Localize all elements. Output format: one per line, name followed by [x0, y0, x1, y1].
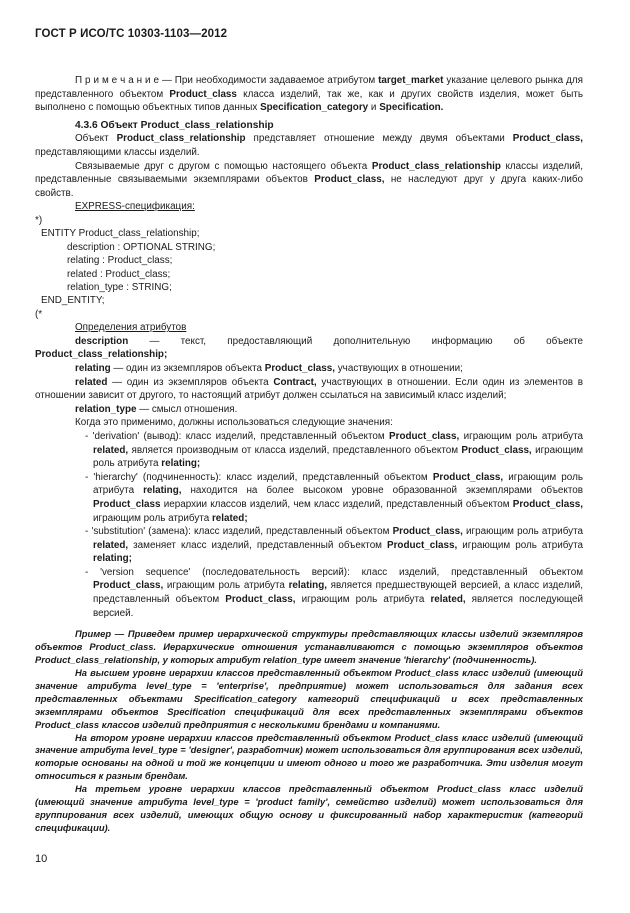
list-item: - 'hierarchy' (подчиненность): класс изделий, представленный объектом Product_class, играющим роль атрибута relating, находится на более высоком уровне образованной экземплярами объектов Product_class иерархии классов изделий, чем класс изделий, представленный объектом Product_class, играющим роль атрибута related; — [35, 471, 583, 525]
express-label: EXPRESS-спецификация: — [75, 201, 195, 213]
attr-related: related — один из экземпляров объекта Contract, участвующих в отношении. Если один из элементов в отношении зависит от другого, то настоящий атрибут должен ссылаться на зависимый класс изделий; — [35, 376, 584, 402]
values-list — [35, 430, 583, 620]
page-body — [35, 74, 583, 835]
section-paragraph-2: Связываемые друг с другом с помощью настоящего объекта Product_class_relationship классы изделий, представленные связываемыми экземплярами объектов Product_class, не наследуют друг у друга каких-либо свойств. — [35, 160, 584, 199]
section-heading: 4.3.6 Объект Product_class_relationship — [75, 119, 274, 131]
note-label: П р и м е ч а н и е — [75, 75, 160, 86]
code-line: (* — [35, 308, 43, 320]
example-paragraph: На третьем уровне иерархии классов представленный объектом Product_class класс изделий (имеющий значение атрибута level_type = 'product family', семейство изделий) может использоваться для группирования всех изделий, имеющих общую основу и фиксированный набор характеристик (категорий спецификации). — [35, 783, 583, 833]
section-paragraph-1: Объект Product_class_relationship представляет отношение между двумя объектами Product_class, представляющими классы изделий. — [35, 133, 583, 158]
attr-relation-type: relation_type — смысл отношения. — [75, 403, 238, 415]
document-header: ГОСТ Р ИСО/ТС 10303-1103—2012 — [35, 28, 228, 40]
code-line: description : OPTIONAL STRING; — [67, 241, 216, 253]
page-number: 10 — [35, 853, 48, 865]
code-line: relating : Product_class; — [67, 255, 173, 267]
example-paragraph: На втором уровне иерархии классов представленный объектом Product_class класс изделий (имеющий значение атрибута level_type = 'designer', разработчик) может использоваться для группирования всех изделий, которые основаны на одной и той же концепции и имеют одного и того же разработчика. Эти изделия могут относиться к разным брендам. — [35, 731, 583, 782]
example-block — [35, 628, 583, 835]
note-paragraph: П р и м е ч а н и е — При необходимости задаваемое атрибутом target_market указание целевого рынка для представленного объектом Product_class класса изделий, так же, как и других свойств изделия, может быть выполнено с помощью объектных типов данных Specification_category и Specification. — [35, 75, 583, 114]
code-line: ENTITY Product_class_relationship; — [41, 228, 200, 240]
list-item: - 'substitution' (замена): класс изделий, представленный объектом Product_class, играющим роль атрибута related, заменяет класс изделий, представленный объектом Product_class, играющим роль атрибута relating; — [35, 525, 583, 566]
attributes-label: Определения атрибутов — [75, 322, 187, 334]
example-paragraph: На высшем уровне иерархии классов представленный объектом Product_class класс изделий (имеющий значение атрибута level_type = 'enterprise', предприятие) может использоваться для задания всех представленных объектами Specification_category категорий спецификаций и всех представленных экземплярами объектов Specification спецификаций для всех представленных экземплярами объектов Product_class классов изделий предприятия с несколькими брендами и компаниями. — [35, 666, 583, 730]
code-line: END_ENTITY; — [41, 295, 105, 307]
values-intro: Когда это применимо, должны использоваться следующие значения: — [75, 417, 393, 429]
attr-relating: relating — один из экземпляров объекта Product_class, участвующих в отношении; — [75, 362, 463, 374]
list-item: - 'derivation' (вывод): класс изделий, представленный объектом Product_class, играющим роль атрибута related, является производным от класса изделий, представленного объектом Product_class, играющим роль атрибута relating; — [35, 430, 583, 471]
code-line: related : Product_class; — [67, 268, 171, 280]
express-code-block — [35, 214, 583, 321]
example-paragraph: Пример — Приведем пример иерархической структуры представляющих классы изделий экземпляров объектов Product_class. Иерархические отношения устанавливаются с помощью экземпляров объектов Product_class_relationship, у которых атрибут relation_type имеет значение 'hierarchy' (подчиненность). — [35, 628, 583, 666]
code-line: relation_type : STRING; — [67, 281, 172, 293]
list-item: - 'version sequence' (последовательность версий): класс изделий, представленный объектом Product_class, играющим роль атрибута relating, является предшествующей версией, а класс изделий, представленный объектом Product_class, играющим роль атрибута related, является последующей версией. — [35, 566, 583, 620]
attr-description: description — текст, предоставляющий дополнительную информацию об объекте Product_class_relationship; — [35, 335, 583, 361]
code-line: *) — [35, 214, 43, 226]
